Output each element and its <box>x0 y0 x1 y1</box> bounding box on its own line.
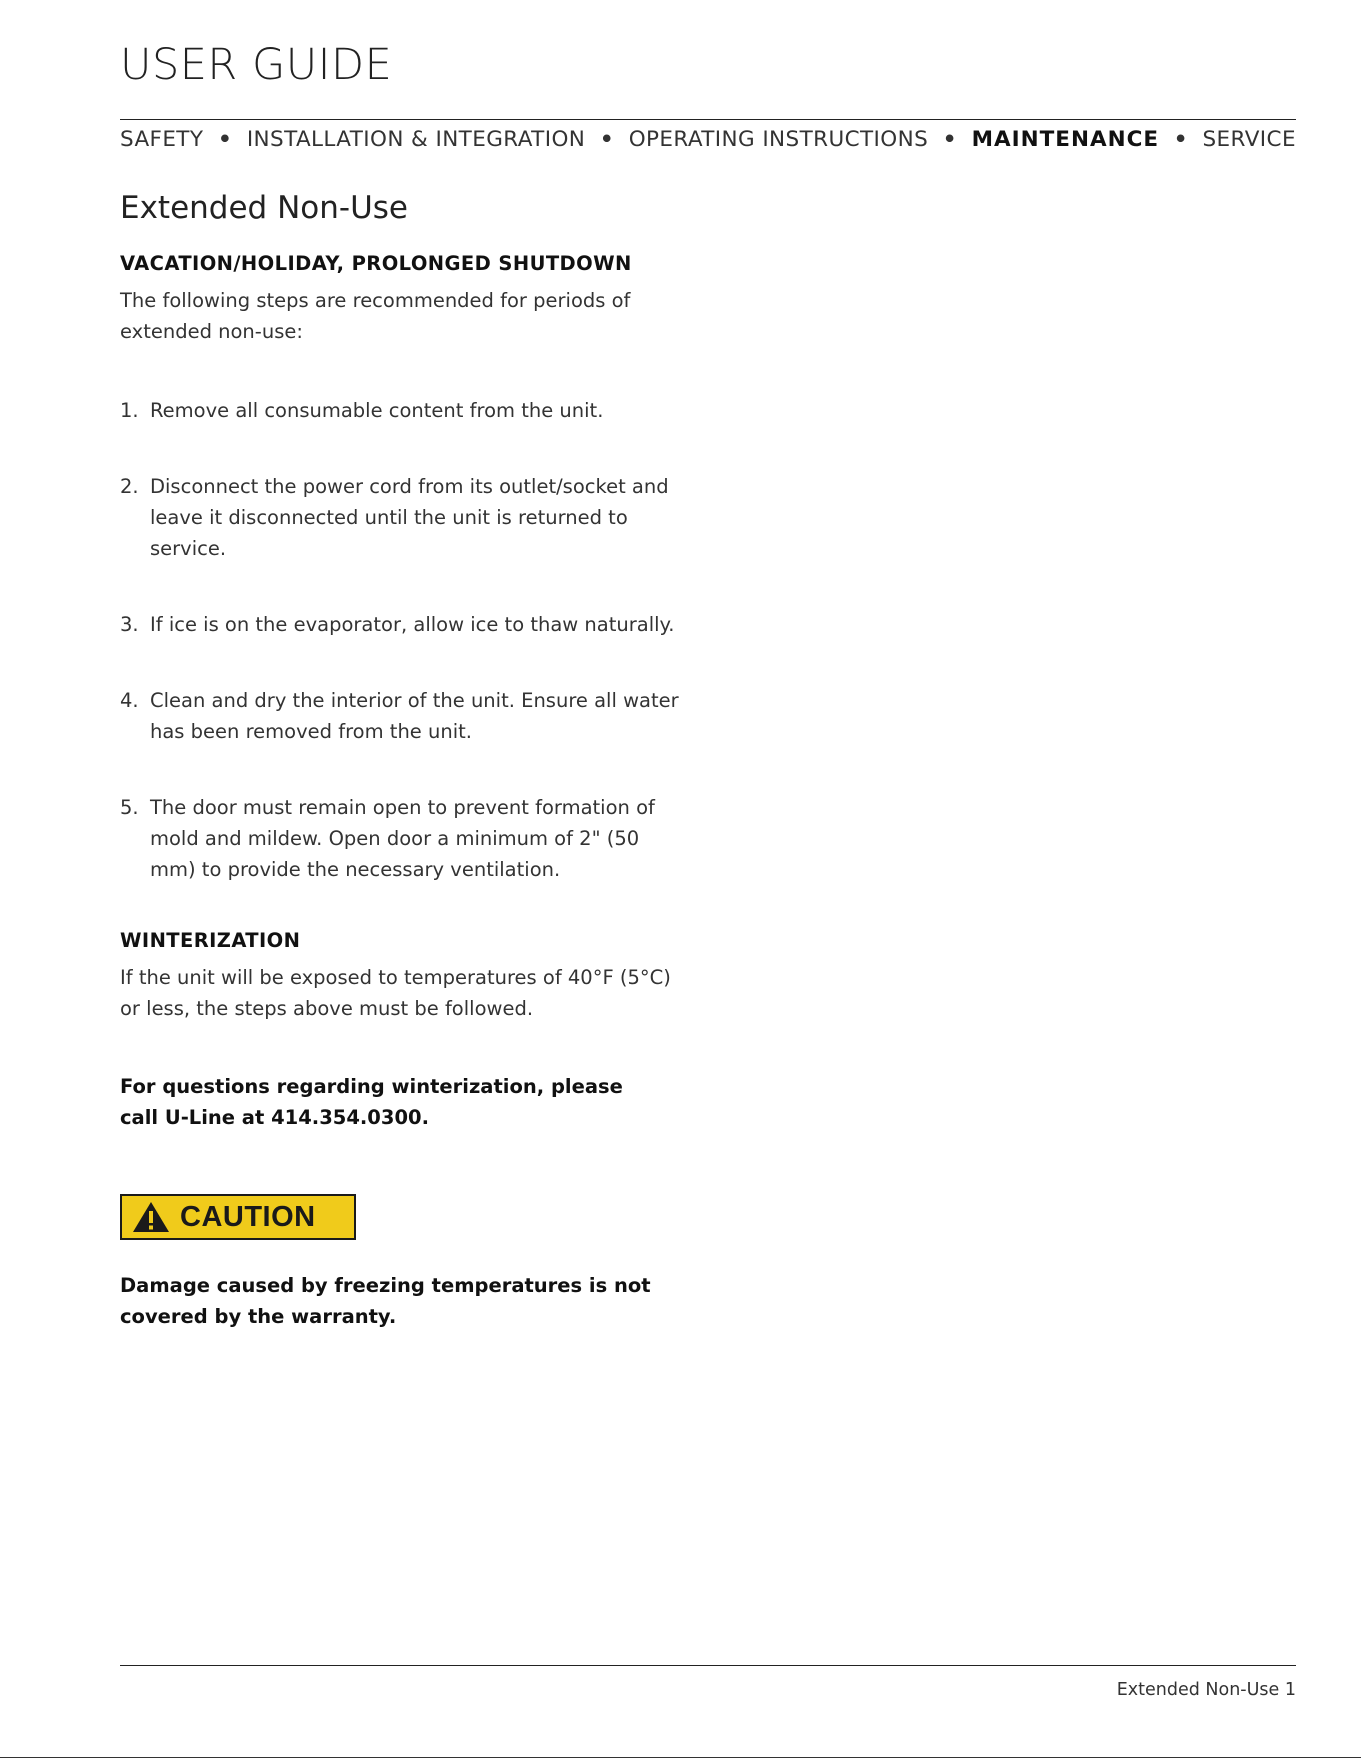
step-text: Clean and dry the interior of the unit. Ensure all water has been removed from the unit. <box>150 689 679 743</box>
section-nav <box>120 127 1296 152</box>
caution-text: CAUTION <box>180 1200 316 1233</box>
warning-triangle-icon <box>132 1200 170 1234</box>
step-item <box>120 609 740 640</box>
nav-item-operating[interactable]: OPERATING INSTRUCTIONS <box>628 127 929 152</box>
page-edge-line <box>0 1757 1361 1758</box>
step-item <box>120 685 710 747</box>
step-text: If ice is on the evaporator, allow ice to thaw naturally. <box>150 613 675 636</box>
winterization-text: If the unit will be exposed to temperatures of 40°F (5°C) or less, the steps above must be followed. <box>120 966 671 1020</box>
step-text: The door must remain open to prevent formation of mold and mildew. Open door a minimum of 2" (50 mm) to provide the necessary ventilation. <box>150 796 655 881</box>
step-text: Remove all consumable content from the unit. <box>150 399 604 422</box>
footer-divider <box>120 1665 1296 1666</box>
nav-separator: • <box>942 127 957 152</box>
step-item <box>120 395 690 426</box>
page-footer: Extended Non-Use 1 <box>1116 1680 1296 1700</box>
nav-separator: • <box>599 127 615 152</box>
winterization-heading: WINTERIZATION <box>120 929 301 952</box>
vacation-intro: The following steps are recommended for periods of extended non-use: <box>120 289 631 343</box>
nav-separator: • <box>218 127 233 152</box>
step-number: 2. <box>120 475 139 498</box>
nav-item-installation[interactable]: INSTALLATION & INTEGRATION <box>246 127 586 152</box>
header-divider <box>120 119 1296 120</box>
vacation-heading: VACATION/HOLIDAY, PROLONGED SHUTDOWN <box>120 252 632 275</box>
step-item <box>120 471 690 564</box>
winterization-contact: For questions regarding winterization, please call U-Line at 414.354.0300. <box>120 1075 623 1129</box>
nav-item-maintenance[interactable]: MAINTENANCE <box>971 127 1160 152</box>
step-item <box>120 792 660 885</box>
step-number: 4. <box>120 689 139 712</box>
document-title: USER GUIDE <box>120 40 393 90</box>
caution-label <box>120 1194 356 1240</box>
nav-item-service[interactable]: SERVICE <box>1202 127 1296 152</box>
caution-message: Damage caused by freezing temperatures is not covered by the warranty. <box>120 1274 651 1328</box>
document-page <box>120 0 1296 1761</box>
page-title: Extended Non-Use <box>120 190 408 226</box>
step-number: 3. <box>120 613 139 636</box>
step-number: 5. <box>120 796 139 819</box>
nav-item-safety[interactable]: SAFETY <box>120 127 204 152</box>
step-number: 1. <box>120 399 139 422</box>
step-text: Disconnect the power cord from its outlet/socket and leave it disconnected until the unit is returned to service. <box>150 475 669 560</box>
nav-separator: • <box>1173 127 1188 152</box>
